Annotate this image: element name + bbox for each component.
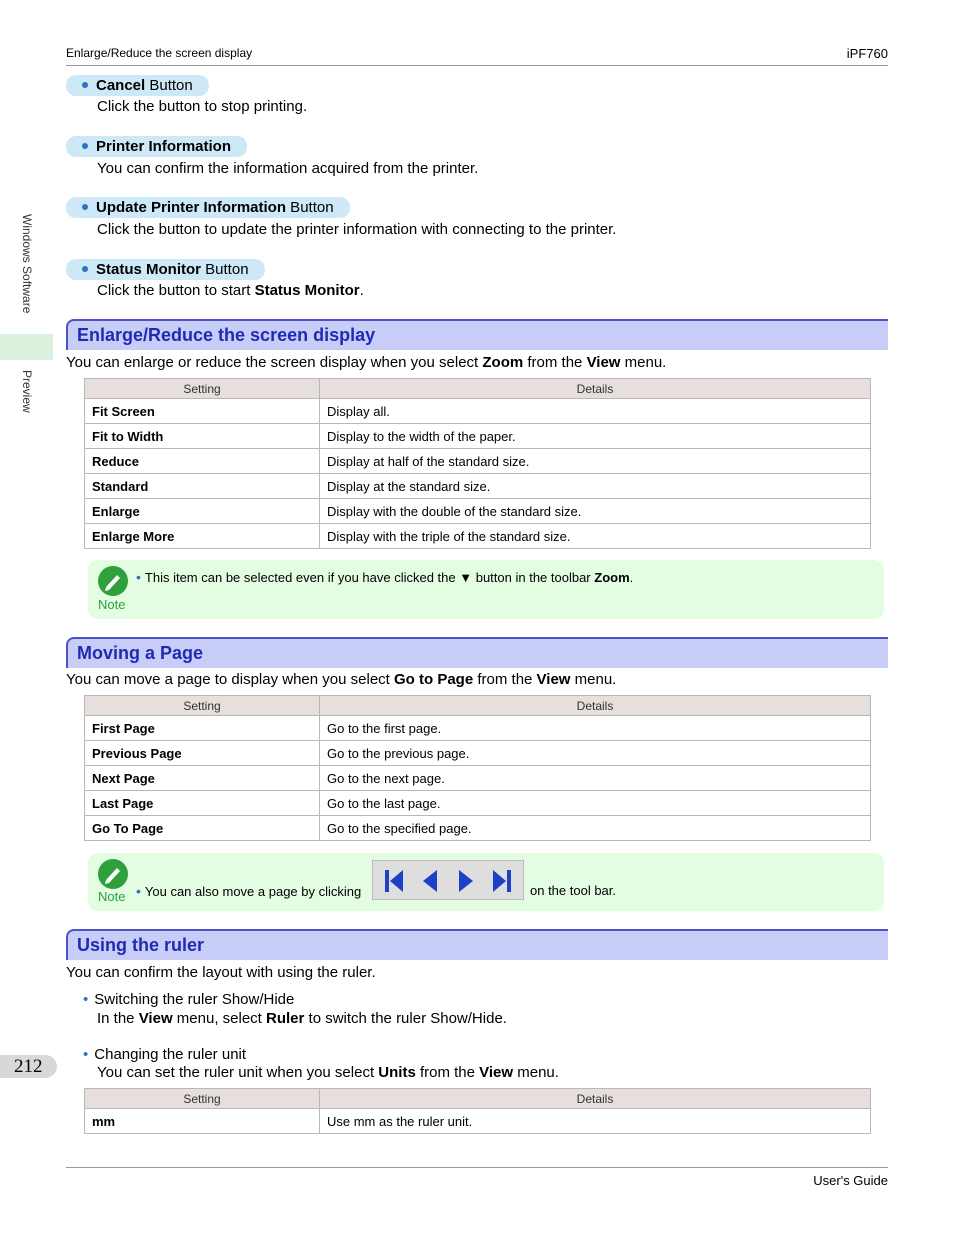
ruler-units-table [84,1088,871,1134]
table-row: Enlarge Display with the double of the standard size. [85,499,871,524]
running-header-title: Enlarge/Reduce the screen display [66,46,253,60]
bullet-icon [82,266,88,272]
last-page-icon [491,867,513,895]
zoom-settings-table [84,378,871,549]
item-desc-update-printer-info: Click the button to update the printer information with connecting to the printer. [97,221,617,238]
table-row: Standard Display at the standard size. [85,474,871,499]
item-heading-update-printer-info: Update Printer Information Button [66,197,350,218]
ruler-bullet-unit: • Changing the ruler unit [83,1046,247,1063]
section-intro-ruler: You can confirm the layout with using the ruler. [66,964,376,981]
header-divider [66,65,888,66]
note-label: Note [98,597,126,612]
item-desc-printer-info: You can confirm the information acquired from the printer. [97,160,479,177]
footer-guide-title: User's Guide [813,1173,888,1188]
table-row: mm Use mm as the ruler unit. [85,1109,871,1134]
section-heading-moving-page: Moving a Page [66,637,888,668]
table-row: Last Page Go to the last page. [85,791,871,816]
table-header-setting: Setting [85,696,320,716]
item-heading-printer-info: Printer Information [66,136,247,157]
table-header-details: Details [320,379,871,399]
sidebar-section-label: Windows Software [20,214,34,314]
note-box-zoom [88,560,884,619]
first-page-icon [383,867,405,895]
item-heading-cancel: Cancel Button [66,75,209,96]
table-row: Go To Page Go to the specified page. [85,816,871,841]
table-row: Enlarge More Display with the triple of the standard size. [85,524,871,549]
section-intro-moving-page: You can move a page to display when you select Go to Page from the View menu. [66,671,617,688]
note-text-b: on the tool bar. [530,883,617,898]
table-header-setting: Setting [85,1089,320,1109]
ruler-desc-unit: You can set the ruler unit when you select Units from the View menu. [97,1064,559,1081]
table-row: Previous Page Go to the previous page. [85,741,871,766]
table-row: Fit to Width Display to the width of the paper. [85,424,871,449]
section-heading-ruler: Using the ruler [66,929,888,960]
note-label: Note [98,889,126,904]
note-text-a: • You can also move a page by clicking [136,883,362,899]
bullet-icon [82,82,88,88]
note-pencil-icon [98,859,128,889]
table-row: Fit Screen Display all. [85,399,871,424]
page-number: 212 [0,1055,57,1078]
go-to-page-table [84,695,871,841]
ruler-bullet-show-hide: • Switching the ruler Show/Hide [83,991,295,1008]
table-header-setting: Setting [85,379,320,399]
table-header-details: Details [320,1089,871,1109]
note-text: • This item can be selected even if you have clicked the ▼ button in the toolbar Zoom. [136,569,634,585]
sidebar-subsection-label: Preview [20,370,34,413]
footer-divider [66,1167,888,1168]
section-heading-enlarge-reduce: Enlarge/Reduce the screen display [66,319,888,350]
table-row: First Page Go to the first page. [85,716,871,741]
table-row: Reduce Display at half of the standard size. [85,449,871,474]
item-heading-status-monitor: Status Monitor Button [66,259,265,280]
ruler-desc-show-hide: In the View menu, select Ruler to switch the ruler Show/Hide. [97,1010,507,1027]
sidebar-active-band [0,334,53,360]
table-row: Next Page Go to the next page. [85,766,871,791]
running-header-product: iPF760 [846,46,888,61]
bullet-icon [82,204,88,210]
section-intro-enlarge-reduce: You can enlarge or reduce the screen display when you select Zoom from the View menu. [66,354,667,371]
next-page-icon [455,867,477,895]
previous-page-icon [419,867,441,895]
page-nav-toolbar-image [372,860,524,900]
item-desc-status-monitor: Click the button to start Status Monitor. [97,282,364,299]
bullet-icon [82,143,88,149]
note-pencil-icon [98,566,128,596]
table-header-details: Details [320,696,871,716]
item-desc-cancel: Click the button to stop printing. [97,98,308,115]
